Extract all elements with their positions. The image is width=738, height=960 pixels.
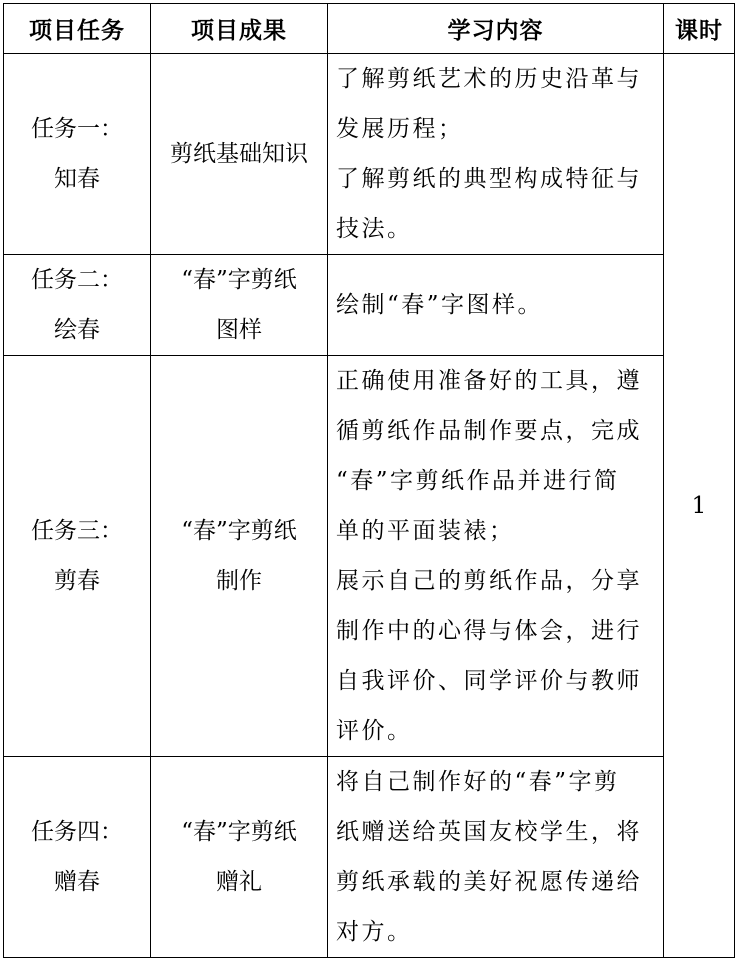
header-row <box>4 4 735 54</box>
content-line: 自我评价、同学评价与教师 <box>336 668 642 694</box>
content-line: 正确使用准备好的工具，遵 <box>336 368 642 394</box>
task-cell <box>4 757 151 958</box>
content-cell <box>328 54 664 255</box>
table-row <box>4 356 735 757</box>
hours-cell: 1 <box>664 54 735 958</box>
content-line: 展示自己的剪纸作品，分享 <box>336 568 642 594</box>
lesson-plan-table <box>3 3 735 958</box>
task-name: 赠春 <box>54 869 100 895</box>
content-line: 了解剪纸艺术的历史沿革与 <box>336 66 642 92</box>
result-text: 图样 <box>216 317 262 343</box>
content-line: 对方。 <box>336 919 413 945</box>
content-line: 技法。 <box>336 216 413 242</box>
result-text: 赠礼 <box>216 869 262 895</box>
task-label: 任务四： <box>31 819 123 845</box>
header-content: 学习内容 <box>328 4 664 54</box>
content-line: 了解剪纸的典型构成特征与 <box>336 166 642 192</box>
task-name: 知春 <box>54 166 100 192</box>
content-line: 发展历程； <box>336 116 464 142</box>
task-label: 任务三： <box>31 518 123 544</box>
task-label: 任务二： <box>31 267 123 293</box>
content-line: 将自己制作好的“春”字剪 <box>336 769 620 795</box>
result-text: “春”字剪纸 <box>181 518 297 544</box>
result-cell <box>151 356 328 757</box>
table-row <box>4 255 735 356</box>
content-line: 绘制“春”字图样。 <box>336 292 544 318</box>
result-text: “春”字剪纸 <box>181 819 297 845</box>
task-name: 绘春 <box>54 317 100 343</box>
content-line: “春”字剪纸作品并进行简 <box>336 468 620 494</box>
header-result: 项目成果 <box>151 4 328 54</box>
result-cell <box>151 54 328 255</box>
result-text: 剪纸基础知识 <box>170 141 308 167</box>
header-task: 项目任务 <box>4 4 151 54</box>
content-line: 评价。 <box>336 718 413 744</box>
task-cell <box>4 255 151 356</box>
task-name: 剪春 <box>54 568 100 594</box>
result-cell <box>151 255 328 356</box>
result-cell <box>151 757 328 958</box>
task-cell <box>4 54 151 255</box>
content-line: 剪纸承载的美好祝愿传递给 <box>336 869 642 895</box>
content-cell <box>328 255 664 356</box>
content-line: 单的平面装裱； <box>336 518 515 544</box>
content-cell <box>328 356 664 757</box>
result-text: “春”字剪纸 <box>181 267 297 293</box>
header-hours: 课时 <box>664 4 735 54</box>
table-row <box>4 757 735 958</box>
content-line: 制作中的心得与体会，进行 <box>336 618 642 644</box>
result-text: 制作 <box>216 568 262 594</box>
content-cell <box>328 757 664 958</box>
table-row <box>4 54 735 255</box>
content-line: 循剪纸作品制作要点，完成 <box>336 418 642 444</box>
task-cell <box>4 356 151 757</box>
task-label: 任务一： <box>31 116 123 142</box>
content-line: 纸赠送给英国友校学生，将 <box>336 819 642 845</box>
